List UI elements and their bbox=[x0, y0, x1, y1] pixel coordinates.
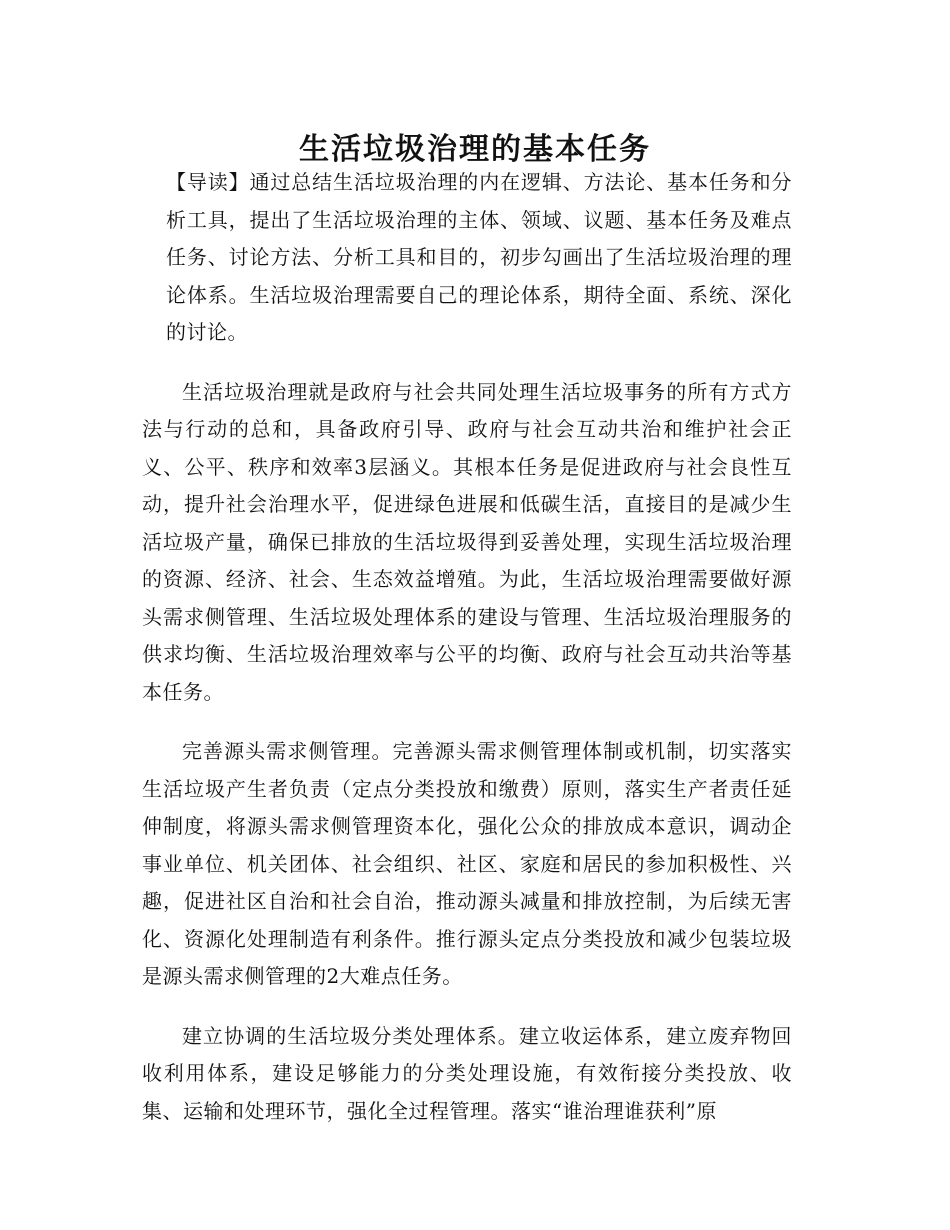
body-paragraph: 建立协调的生活垃圾分类处理体系。建立收运体系，建立废弃物回收利用体系，建设足够能力的分类处理设施，有效衔接分类投放、收集、运输和处理环节，强化全过程管理。落实“谁治理谁获利”原 bbox=[142, 1023, 792, 1123]
body-paragraph: 完善源头需求侧管理。完善源头需求侧管理体制或机制，切实落实生活垃圾产生者负责（定点分类投放和缴费）原则，落实生产者责任延伸制度，将源头需求侧管理资本化，强化公众的排放成本意识，调动企事业单位、机关团体、社会组织、社区、家庭和居民的参加积极性、兴趣，促进社区自治和社会自治，推动源头减量和排放控制，为后续无害化、资源化处理制造有利条件。推行源头定点分类投放和减少包装垃圾是源头需求侧管理的2大难点任务。 bbox=[142, 739, 792, 988]
page-title: 生活垃圾治理的基本任务 bbox=[299, 132, 651, 168]
body-paragraph: 生活垃圾治理就是政府与社会共同处理生活垃圾事务的所有方式方法与行动的总和，具备政府引导、政府与社会互动共治和维护社会正义、公平、秩序和效率3层涵义。其根本任务是促进政府与社会良性互动，提升社会治理水平，促进绿色进展和低碳生活，直接目的是减少生活垃圾产量，确保已排放的生活垃圾得到妥善处理，实现生活垃圾治理的资源、经济、社会、生态效益增殖。为此，生活垃圾治理需要做好源头需求侧管理、生活垃圾处理体系的建设与管理、生活垃圾治理服务的供求均衡、生活垃圾治理效率与公平的均衡、政府与社会互动共治等基本任务。 bbox=[142, 379, 792, 704]
intro-paragraph: 【导读】通过总结生活垃圾治理的内在逻辑、方法论、基本任务和分析工具，提出了生活垃圾治理的主体、领域、议题、基本任务及难点任务、讨论方法、分析工具和目的，初步勾画出了生活垃圾治理的理论体系。生活垃圾治理需要自己的理论体系，期待全面、系统、深化的讨论。 bbox=[166, 170, 792, 344]
document-body bbox=[142, 164, 792, 1152]
